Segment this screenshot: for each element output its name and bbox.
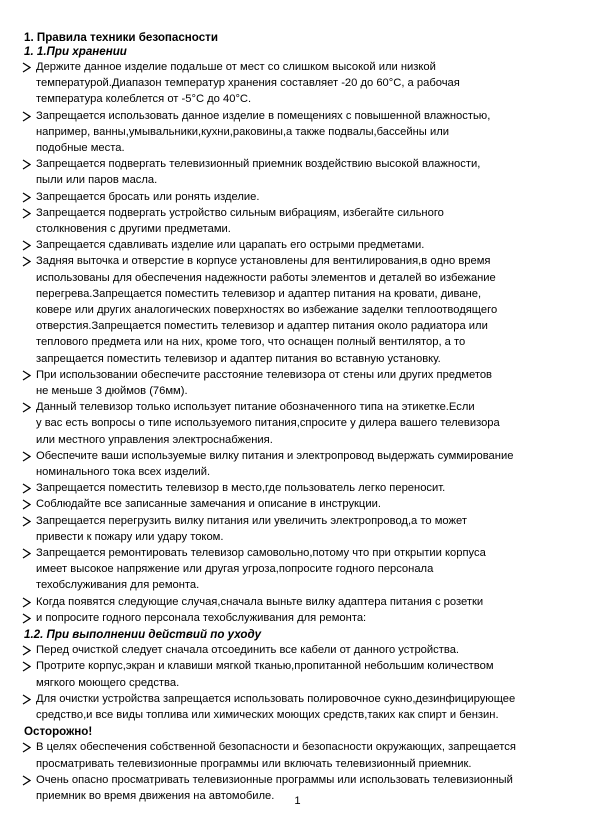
list-item-line: Запрещается сдавливать изделие или царапать его острыми предметами. (36, 239, 425, 252)
bullet-arrow-icon (22, 370, 32, 382)
warning-title: Осторожно! (24, 725, 93, 739)
list-item-line: отверстия.Запрещается поместить телевизор и адаптер питания около радиатора или (36, 320, 488, 333)
list-item-line: у вас есть вопросы о типе используемого питания,спросите у дилера вашего телевизора (36, 417, 500, 430)
list-item-line: приемник во время движения на автомобиле. (36, 790, 275, 802)
subsection-title-storage: 1. 1.При хранении (24, 45, 127, 58)
bullet-arrow-icon (22, 548, 32, 560)
bullet-arrow-icon (22, 645, 32, 657)
list-item-line: Запрещается поместить телевизор в место,где пользователь легко переносит. (36, 482, 446, 495)
page-number: 1 (294, 795, 301, 807)
list-item-line: Запрещается подвергать телевизионный приемник воздействию высокой влажности, (36, 158, 481, 171)
list-item-line: Соблюдайте все записанные замечания и описание в инструкции. (36, 498, 381, 511)
list-item-line: Держите данное изделие подальше от мест со слишком высокой или низкой (36, 61, 436, 73)
list-item-line: ковере или других аналогических поверхностях во избежание заделки теплоотводящего (36, 304, 498, 316)
list-item-line: Протрите корпус,экран и клавиши мягкой тканью,пропитанной небольшим количеством (36, 660, 494, 673)
list-item-line: В целях обеспечения собственной безопасности и безопасности окружающих, запрещается (36, 741, 516, 754)
list-item-line: Перед очисткой следует сначала отсоединить все кабели от данного устройства. (36, 644, 460, 657)
list-item-line: привести к пожару или удару током. (36, 530, 224, 543)
list-item-line: Запрещается подвергать устройство сильным вибрациям, избегайте сильного (36, 206, 444, 219)
list-item-line: номинального тока всех изделий. (36, 466, 211, 478)
list-item-line: не меньше 3 дюймов (76мм). (36, 385, 188, 397)
list-item-line: пыли или паров масла. (36, 174, 158, 187)
list-item-line: Когда появятся следующие случая,сначала выньте вилку адаптера питания с розетки (36, 595, 484, 608)
bullet-arrow-icon (22, 775, 32, 787)
bullet-arrow-icon (22, 159, 32, 171)
bullet-arrow-icon (22, 192, 32, 204)
list-item-line: подобные места. (36, 142, 125, 154)
bullet-arrow-icon (22, 499, 32, 511)
list-item-line: Запрещается ремонтировать телевизор самовольно,потому что при открытии корпуса (36, 547, 486, 559)
list-item-line: средство,и все виды топлива или химических моющих средств,таких как спирт и бензин. (36, 709, 499, 721)
list-item-line: Задняя выточка и отверстие в корпусе установлены для вентилирования,в одно время (36, 255, 491, 268)
list-item-line: столкновения с другими предметами. (36, 223, 231, 235)
bullet-arrow-icon (22, 597, 32, 609)
list-item-line: мягкого моющего средства. (36, 676, 180, 689)
subsection-title-care: 1.2. При выполнении действий по уходу (24, 628, 262, 641)
list-item-line: температура колеблется от -5°C до 40°C. (36, 93, 252, 106)
list-item-line: Очень опасно просматривать телевизионные программы или использовать телевизионный (36, 773, 513, 786)
bullet-arrow-icon (22, 742, 32, 754)
bullet-arrow-icon (22, 661, 32, 673)
bullet-arrow-icon (22, 402, 32, 414)
list-item-line: Запрещается перегрузить вилку питания или увеличить электропровод,а то может (36, 514, 467, 527)
list-item-line: Данный телевизор только использует питание обозначенного типа на этикетке.Если (36, 401, 475, 414)
list-item-line: техобслуживания для ремонта. (36, 579, 200, 592)
list-item-line: например, ванны,умывальники,кухни,раковины,а также подвалы,бассейны или (36, 125, 449, 138)
list-item-line: или местного управления электроснабжения. (36, 433, 273, 446)
list-item-line: Запрещается использовать данное изделие в помещениях с повышенной влажностью, (36, 109, 491, 122)
list-item-line: имеет высокое напряжение или другая угроза,попросите годного персонала (36, 563, 434, 576)
bullet-arrow-icon (22, 613, 32, 625)
list-item-line: перегрева.Запрещается поместить телевизор и адаптер питания на кровати, диване, (36, 287, 482, 300)
list-item-line: При использовании обеспечите расстояние телевизора от стены или других предметов (36, 368, 492, 381)
bullet-arrow-icon (22, 111, 32, 123)
bullet-arrow-icon (22, 240, 32, 252)
bullet-arrow-icon (22, 483, 32, 495)
bullet-arrow-icon (22, 516, 32, 528)
list-item-line: Обеспечите ваши используемые вилку питания и электропровод выдержать суммирование (36, 449, 514, 462)
list-item-line: теплового предмета или на них, кроме того, что оснащен полный вентилятор, а то (36, 336, 466, 349)
bullet-arrow-icon (22, 256, 32, 268)
bullet-arrow-icon (22, 694, 32, 706)
section-title: 1. Правила техники безопасности (24, 31, 218, 44)
list-item-line: Запрещается бросать или ронять изделие. (36, 190, 260, 203)
list-item-line: и попросите годного персонала техобслуживания для ремонта: (36, 611, 367, 624)
list-item-line: Для очистки устройства запрещается использовать полировочное сукно,дезинфицирующее (36, 692, 516, 705)
bullet-arrow-icon (22, 62, 32, 74)
bullet-arrow-icon (22, 208, 32, 220)
list-item-line: использованы для обеспечения надежности работы элементов и деталей во избежание (36, 271, 496, 284)
bullet-arrow-icon (22, 451, 32, 463)
list-item-line: запрещается поместить телевизор и адаптер питания во вставную установку. (36, 352, 441, 365)
list-item-line: просматривать телевизионные программы или включать телевизионный приемник. (36, 757, 472, 770)
list-item-line: температурой.Диапазон температур хранения составляет -20 до 60°C, а рабочая (36, 77, 460, 90)
